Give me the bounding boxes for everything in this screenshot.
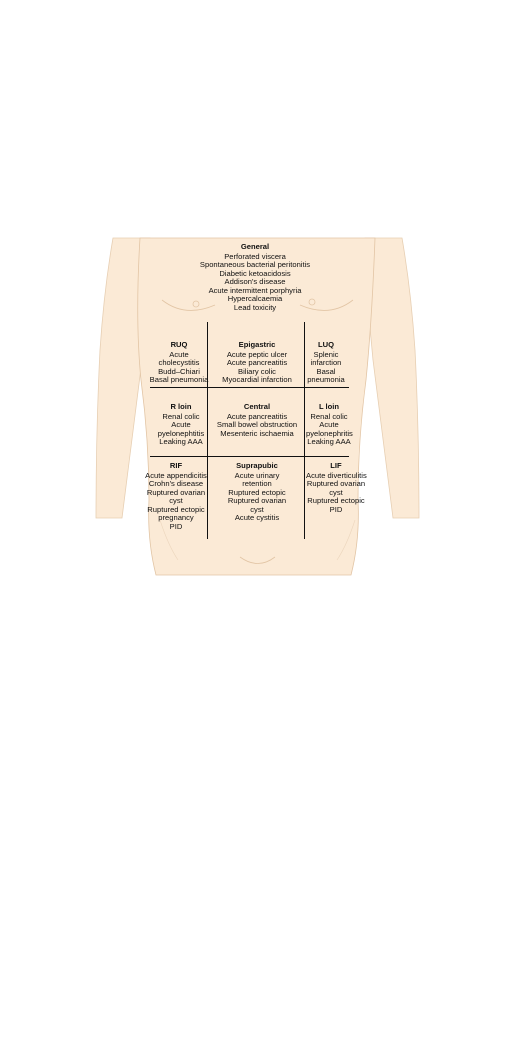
- region-item: Lead toxicity: [233, 302, 277, 312]
- region-item: Ruptured ectopic: [228, 487, 286, 497]
- region-item: Crohn's disease: [148, 479, 204, 488]
- region-item: pregnancy: [158, 513, 194, 522]
- region-item: Ruptured ectopic: [147, 504, 205, 514]
- region-item: Leaking AAA: [307, 437, 351, 446]
- region-item: Acute: [171, 420, 191, 429]
- region-item: infarction: [310, 358, 342, 367]
- region-heading: LIF: [330, 461, 342, 470]
- region-item: Hypercalcaemia: [227, 294, 283, 303]
- grid-horizontal-upper: [150, 387, 349, 388]
- region-item: Acute: [169, 349, 189, 359]
- region-heading: RIF: [169, 461, 183, 470]
- region-item: Mesenteric ischaemia: [220, 428, 294, 438]
- region-suprapubic: [210, 462, 304, 523]
- region-item: Renal colic: [310, 411, 348, 421]
- region-epigastric: [210, 341, 304, 385]
- region-item: Leaking AAA: [159, 437, 203, 446]
- region-item: Spontaneous bacterial peritonitis: [199, 260, 311, 269]
- region-item: Basal: [316, 366, 336, 376]
- region-heading: Central: [243, 402, 271, 411]
- region-item: pneumonia: [307, 375, 345, 384]
- region-item: pyelonephritis: [306, 428, 353, 438]
- region-item: cyst: [169, 496, 183, 505]
- region-item: Acute pancreatitis: [226, 358, 288, 367]
- grid-horizontal-lower: [150, 456, 349, 457]
- region-item: cyst: [250, 504, 264, 514]
- region-item: Splenic: [313, 349, 339, 359]
- region-item: retention: [242, 479, 272, 488]
- region-item: Acute cystitis: [234, 513, 280, 522]
- region-rif: [145, 462, 207, 531]
- region-item: Acute urinary: [234, 470, 280, 480]
- region-heading: RUQ: [170, 340, 188, 349]
- region-l-loin: [306, 403, 352, 447]
- region-heading: General: [240, 242, 270, 251]
- region-item: Budd–Chiari: [158, 366, 200, 376]
- region-general: [180, 243, 330, 312]
- region-ruq: [149, 341, 209, 385]
- region-heading: L loin: [318, 402, 340, 411]
- region-item: PID: [329, 504, 343, 514]
- region-lif: [306, 462, 366, 514]
- region-item: Ruptured ectopic: [307, 496, 365, 505]
- region-item: Ruptured ovarian: [306, 479, 366, 488]
- region-item: cyst: [329, 487, 343, 497]
- region-item: Basal pneumonia: [149, 375, 209, 384]
- region-item: Ruptured ovarian: [227, 496, 287, 505]
- region-item: Acute peptic ulcer: [226, 349, 288, 359]
- region-central: [210, 403, 304, 438]
- region-luq: [306, 341, 346, 385]
- region-item: Biliary colic: [238, 366, 276, 376]
- region-heading: R loin: [170, 402, 192, 411]
- region-item: Addison's disease: [224, 277, 286, 286]
- region-item: Acute appendicitis: [145, 470, 207, 480]
- region-item: Acute diverticulitis: [306, 470, 367, 480]
- region-item: cholecystitis: [158, 358, 200, 367]
- region-heading: Suprapubic: [236, 461, 278, 470]
- region-item: pyelonephtitis: [157, 428, 205, 438]
- region-item: Renal colic: [162, 411, 200, 421]
- region-heading: Epigastric: [238, 340, 276, 349]
- region-item: Acute: [319, 420, 339, 429]
- region-item: Acute intermittent porphyria: [208, 285, 302, 295]
- region-item: Diabetic ketoacidosis: [219, 268, 291, 278]
- region-item: PID: [169, 521, 183, 531]
- region-heading: LUQ: [317, 340, 335, 349]
- region-item: Ruptured ovarian: [146, 487, 206, 497]
- region-item: Acute pancreatitis: [226, 411, 288, 421]
- region-item: Perforated viscera: [224, 251, 286, 261]
- region-r-loin: [156, 403, 206, 447]
- region-item: Small bowel obstruction: [216, 420, 298, 429]
- region-item: Myocardial infarction: [222, 375, 292, 384]
